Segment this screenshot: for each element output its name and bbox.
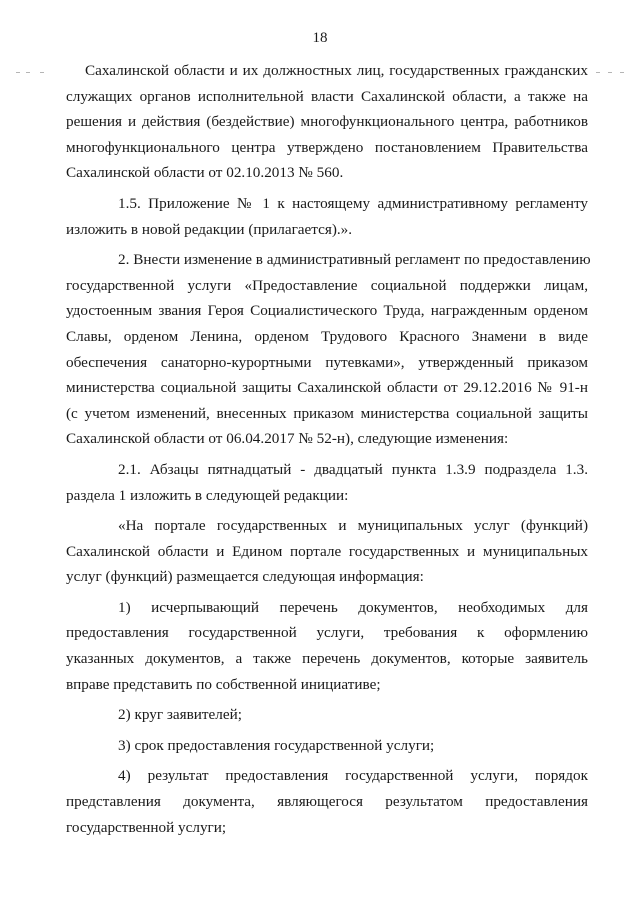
- text-line: услуг (функций) размещается следующая информация:: [66, 568, 424, 586]
- scan-speck: [620, 72, 624, 73]
- document-body: [66, 58, 591, 840]
- text-line: 1.5. Приложение № 1 к настоящему административному регламенту: [118, 194, 588, 212]
- text-line: Сахалинской области от 06.04.2017 № 52-н), следующие изменения:: [66, 430, 509, 448]
- text-line: (с учетом изменений, внесенных приказом министерства социальной защиты: [66, 404, 588, 422]
- text-line: 2. Внести изменение в административный регламент по предоставлению: [118, 251, 591, 269]
- scan-speck: [16, 72, 20, 73]
- scan-speck: [26, 72, 30, 73]
- text-line: Славы, орденом Ленина, орденом Трудового Красного Знамени в виде: [66, 327, 588, 345]
- text-line: изложить в новой редакции (прилагается).».: [66, 220, 353, 238]
- text-line: 4) результат предоставления государственной услуги, порядок: [118, 767, 588, 785]
- page-number: 18: [312, 30, 328, 46]
- text-line: государственной услуги;: [66, 818, 227, 836]
- text-line: многофункционального центра утверждено постановлением Правительства: [66, 138, 588, 156]
- text-line: предоставления государственной услуги, требования к оформлению: [66, 624, 588, 642]
- text-line: указанных документов, а также перечень документов, которые заявитель: [66, 650, 588, 668]
- text-line: вправе представить по собственной инициативе;: [66, 675, 381, 693]
- text-line: обеспечения санаторно-курортными путевками», утвержденный приказом: [66, 353, 588, 371]
- scan-speck: [596, 72, 600, 73]
- scan-speck: [608, 72, 612, 73]
- text-line: «На портале государственных и муниципальных услуг (функций): [118, 517, 588, 535]
- text-line: 1) исчерпывающий перечень документов, необходимых для: [118, 598, 588, 616]
- text-line: Сахалинской области от 02.10.2013 № 560.: [66, 164, 344, 182]
- text-line: Сахалинской области и Едином портале государственных и муниципальных: [66, 542, 588, 560]
- text-line: Сахалинской области и их должностных лиц, государственных гражданских: [85, 62, 588, 79]
- text-line: государственной услуги «Предоставление социальной поддержки лицам,: [66, 276, 588, 294]
- text-line: служащих органов исполнительной власти Сахалинской области, а также на: [66, 87, 588, 105]
- text-line: 2) круг заявителей;: [118, 706, 242, 724]
- text-line: 2.1. Абзацы пятнадцатый - двадцатый пункта 1.3.9 подраздела 1.3.: [118, 460, 588, 478]
- text-line: решения и действия (бездействие) многофункционального центра, работников: [66, 113, 588, 131]
- text-line: представления документа, являющегося результатом предоставления: [66, 793, 588, 811]
- text-line: раздела 1 изложить в следующей редакции:: [66, 486, 349, 504]
- text-line: 3) срок предоставления государственной услуги;: [118, 736, 435, 754]
- text-line: удостоенным звания Героя Социалистического Труда, награжденным орденом: [66, 302, 588, 320]
- scan-speck: [40, 72, 44, 73]
- text-line: министерства социальной защиты Сахалинской области от 29.12.2016 № 91-н: [66, 379, 588, 397]
